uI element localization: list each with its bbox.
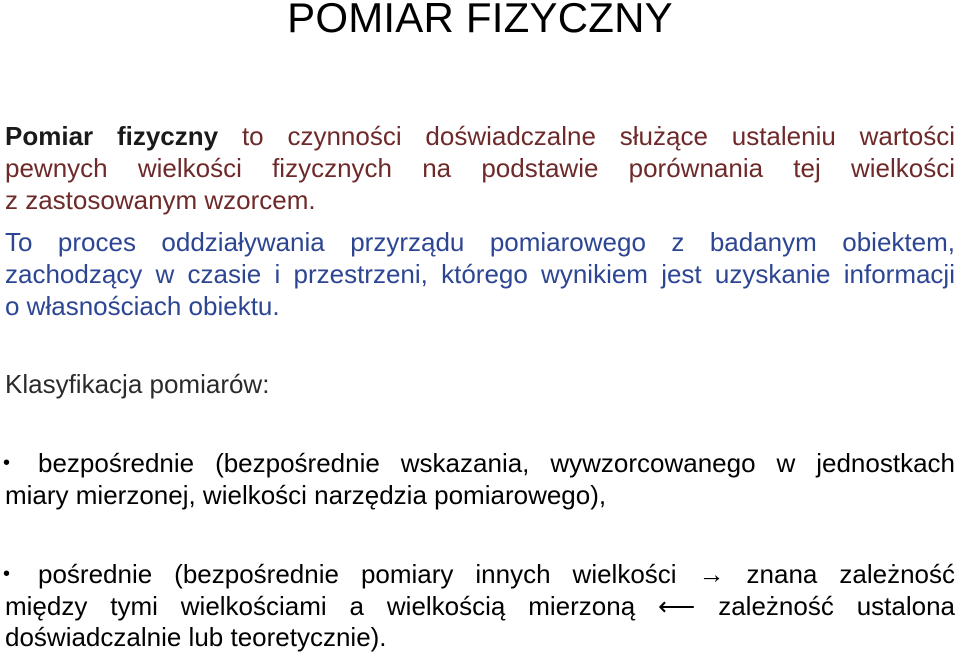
bullet-icon: •	[3, 563, 11, 585]
process-line-3: o własnościach obiektu.	[5, 291, 280, 321]
definition-term: Pomiar fizyczny	[5, 121, 219, 151]
definition-line-2: pewnych wielkości fizycznych na podstawie porównania tej wielkości	[5, 153, 955, 183]
definition-line-1	[5, 122, 955, 150]
list-item-indirect-line-1: pośrednie (bezpośrednie pomiary innych wielkości → znana zależność	[38, 559, 955, 589]
definition-text: to czynności doświadczalne służące ustaleniu wartości	[241, 121, 955, 151]
process-line-2: zachodzący w czasie i przestrzeni, którego wynikiem jest uzyskanie informacji	[5, 259, 955, 289]
list-item-indirect-line-2: między tymi wielkościami a wielkością mierzoną ⟵ zależność ustalona	[5, 591, 955, 621]
list-item-direct-line-1: bezpośrednie (bezpośrednie wskazania, wywzorcowanego w jednostkach	[38, 448, 955, 478]
bullet-icon: •	[3, 452, 11, 474]
definition-line-3: z zastosowanym wzorcem.	[5, 185, 316, 215]
process-line-1: To proces oddziaływania przyrządu pomiarowego z badanym obiektem,	[5, 227, 955, 257]
page-title: POMIAR FIZYCZNY	[287, 0, 673, 41]
classification-heading: Klasyfikacja pomiarów:	[5, 369, 270, 399]
list-item-direct-line-2: miary mierzonej, wielkości narzędzia pomiarowego),	[5, 480, 607, 510]
list-item-indirect-line-3: doświadczalnie lub teoretycznie).	[5, 622, 387, 652]
